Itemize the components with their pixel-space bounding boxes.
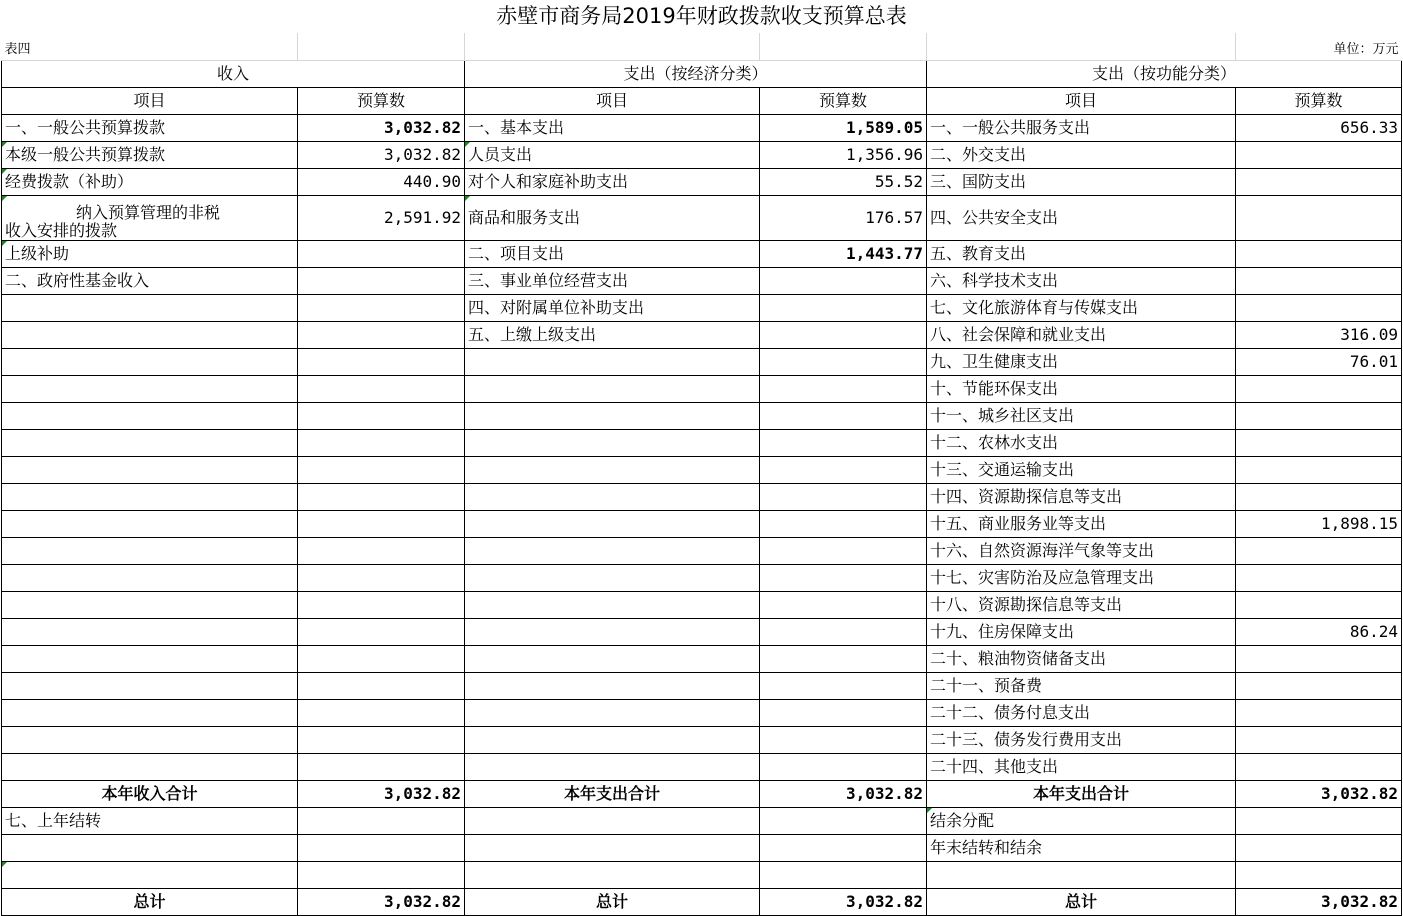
func-item: 十七、灾害防治及应急管理支出	[927, 565, 1236, 592]
func-amount	[1236, 565, 1402, 592]
table-row	[2, 835, 1402, 862]
income-total-label: 本年收入合计	[2, 781, 298, 808]
section-expense-func: 支出（按功能分类）	[927, 61, 1402, 88]
table-row	[2, 430, 1402, 457]
func-total-amount: 3,032.82	[1236, 781, 1402, 808]
func-item: 一、一般公共服务支出	[927, 115, 1236, 142]
table-row	[2, 727, 1402, 754]
income-total-amount: 3,032.82	[298, 781, 465, 808]
func-item: 十五、商业服务业等支出	[927, 511, 1236, 538]
year-end-balance: 年末结转和结余	[927, 835, 1236, 862]
year-total-row	[2, 781, 1402, 808]
column-header-row	[2, 88, 1402, 115]
income-amount	[298, 241, 465, 268]
table-label: 表四	[2, 33, 298, 61]
econ-amount: 55.52	[760, 169, 927, 196]
income-item-line1: 纳入预算管理的非税	[76, 203, 221, 222]
section-expense-econ: 支出（按经济分类）	[465, 61, 927, 88]
econ-item: 五、上缴上级支出	[465, 322, 760, 349]
func-item: 二十二、债务付息支出	[927, 700, 1236, 727]
func-amount	[1236, 268, 1402, 295]
table-row	[2, 142, 1402, 169]
econ-amount	[760, 268, 927, 295]
func-item: 二十、粮油物资储备支出	[927, 646, 1236, 673]
grand-total-label: 总计	[927, 889, 1236, 916]
func-amount: 656.33	[1236, 115, 1402, 142]
prev-year-carryover: 七、上年结转	[2, 808, 298, 835]
func-item: 十六、自然资源海洋气象等支出	[927, 538, 1236, 565]
func-amount: 86.24	[1236, 619, 1402, 646]
table-row	[2, 673, 1402, 700]
surplus-distribution: 结余分配	[927, 808, 1236, 835]
table-row	[2, 754, 1402, 781]
func-amount: 76.01	[1236, 349, 1402, 376]
section-header-row	[2, 61, 1402, 88]
col-header-amount: 预算数	[1236, 88, 1402, 115]
func-amount	[1236, 196, 1402, 241]
func-item: 二十四、其他支出	[927, 754, 1236, 781]
col-header-item: 项目	[2, 88, 298, 115]
func-item: 四、公共安全支出	[927, 196, 1236, 241]
func-amount: 1,898.15	[1236, 511, 1402, 538]
table-row	[2, 511, 1402, 538]
table-row	[2, 295, 1402, 322]
income-item: 上级补助	[2, 241, 298, 268]
table-row	[2, 565, 1402, 592]
func-amount	[1236, 142, 1402, 169]
func-amount	[1236, 754, 1402, 781]
econ-amount: 176.57	[760, 196, 927, 241]
budget-table	[1, 33, 1402, 916]
econ-item: 二、项目支出	[465, 241, 760, 268]
table-row	[2, 403, 1402, 430]
func-item: 十、节能环保支出	[927, 376, 1236, 403]
income-item: 经费拨款（补助）	[2, 169, 298, 196]
func-amount	[1236, 592, 1402, 619]
func-item: 九、卫生健康支出	[927, 349, 1236, 376]
econ-total-amount: 3,032.82	[760, 781, 927, 808]
section-income: 收入	[2, 61, 465, 88]
func-item: 三、国防支出	[927, 169, 1236, 196]
col-header-amount: 预算数	[760, 88, 927, 115]
func-amount	[1236, 673, 1402, 700]
col-header-item: 项目	[927, 88, 1236, 115]
func-item: 二十一、预备费	[927, 673, 1236, 700]
func-item: 八、社会保障和就业支出	[927, 322, 1236, 349]
func-amount	[1236, 403, 1402, 430]
table-row	[2, 349, 1402, 376]
econ-amount	[760, 295, 927, 322]
func-item: 五、教育支出	[927, 241, 1236, 268]
econ-amount	[760, 322, 927, 349]
table-row	[2, 268, 1402, 295]
table-row	[2, 619, 1402, 646]
func-amount	[1236, 457, 1402, 484]
table-row	[2, 115, 1402, 142]
table-row	[2, 196, 1402, 241]
econ-item: 四、对附属单位补助支出	[465, 295, 760, 322]
grand-total-func: 3,032.82	[1236, 889, 1402, 916]
income-item	[2, 322, 298, 349]
income-amount	[298, 295, 465, 322]
func-amount	[1236, 295, 1402, 322]
table-row	[2, 322, 1402, 349]
econ-item: 一、基本支出	[465, 115, 760, 142]
func-amount	[1236, 376, 1402, 403]
income-item-line2: 收入安排的拨款	[5, 221, 118, 240]
income-amount	[298, 322, 465, 349]
econ-amount: 1,589.05	[760, 115, 927, 142]
income-item: 二、政府性基金收入	[2, 268, 298, 295]
income-amount: 3,032.82	[298, 115, 465, 142]
func-item: 十一、城乡社区支出	[927, 403, 1236, 430]
econ-item: 人员支出	[465, 142, 760, 169]
income-item	[2, 196, 298, 241]
grand-total-row	[2, 889, 1402, 916]
income-amount: 3,032.82	[298, 142, 465, 169]
econ-total-label: 本年支出合计	[465, 781, 760, 808]
page-title: 赤壁市商务局2019年财政拨款收支预算总表	[496, 4, 907, 28]
func-item: 十四、资源勘探信息等支出	[927, 484, 1236, 511]
func-amount	[1236, 646, 1402, 673]
col-header-item: 项目	[465, 88, 760, 115]
func-amount	[1236, 538, 1402, 565]
func-item: 六、科学技术支出	[927, 268, 1236, 295]
func-total-label: 本年支出合计	[927, 781, 1236, 808]
func-item: 二、外交支出	[927, 142, 1236, 169]
econ-item: 商品和服务支出	[465, 196, 760, 241]
income-amount: 440.90	[298, 169, 465, 196]
grand-total-label: 总计	[2, 889, 298, 916]
func-amount	[1236, 727, 1402, 754]
grand-total-econ: 3,032.82	[760, 889, 927, 916]
func-item: 十八、资源勘探信息等支出	[927, 592, 1236, 619]
table-row	[2, 538, 1402, 565]
table-row	[2, 376, 1402, 403]
econ-amount: 1,443.77	[760, 241, 927, 268]
func-amount	[1236, 700, 1402, 727]
meta-row	[2, 33, 1402, 61]
econ-amount: 1,356.96	[760, 142, 927, 169]
econ-item: 对个人和家庭补助支出	[465, 169, 760, 196]
table-row	[2, 862, 1402, 889]
income-amount: 2,591.92	[298, 196, 465, 241]
econ-item: 三、事业单位经营支出	[465, 268, 760, 295]
income-item: 一、一般公共预算拨款	[2, 115, 298, 142]
table-row	[2, 808, 1402, 835]
func-item: 十三、交通运输支出	[927, 457, 1236, 484]
table-row	[2, 700, 1402, 727]
func-item: 二十三、债务发行费用支出	[927, 727, 1236, 754]
unit-label: 单位：万元	[1236, 33, 1402, 61]
func-amount	[1236, 241, 1402, 268]
func-amount	[1236, 430, 1402, 457]
grand-total-label: 总计	[465, 889, 760, 916]
func-amount	[1236, 484, 1402, 511]
income-item	[2, 295, 298, 322]
col-header-amount: 预算数	[298, 88, 465, 115]
income-item: 本级一般公共预算拨款	[2, 142, 298, 169]
func-item: 十二、农林水支出	[927, 430, 1236, 457]
table-row	[2, 592, 1402, 619]
table-row	[2, 457, 1402, 484]
grand-total-income: 3,032.82	[298, 889, 465, 916]
func-amount: 316.09	[1236, 322, 1402, 349]
func-amount	[1236, 169, 1402, 196]
table-row	[2, 241, 1402, 268]
func-item: 七、文化旅游体育与传媒支出	[927, 295, 1236, 322]
income-amount	[298, 268, 465, 295]
table-row	[2, 646, 1402, 673]
func-item: 十九、住房保障支出	[927, 619, 1236, 646]
table-row	[2, 169, 1402, 196]
table-row	[2, 484, 1402, 511]
